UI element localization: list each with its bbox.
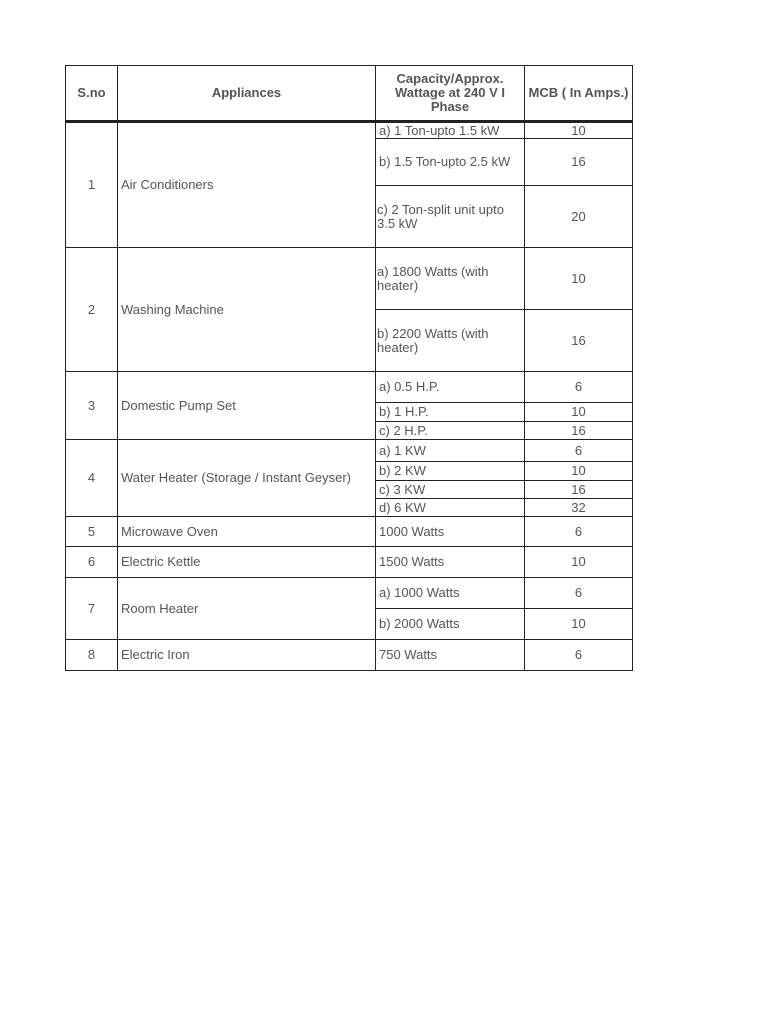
mcb-cell: 6	[525, 640, 633, 671]
sno-cell: 3	[66, 372, 118, 440]
capacity-cell: c) 3 KW	[376, 481, 525, 499]
mcb-cell: 6	[525, 440, 633, 462]
capacity-cell: b) 2000 Watts	[376, 609, 525, 640]
table-row	[66, 122, 633, 139]
appliance-cell: Water Heater (Storage / Instant Geyser)	[118, 440, 376, 517]
capacity-cell: d) 6 KW	[376, 499, 525, 517]
appliance-cell: Electric Iron	[118, 640, 376, 671]
appliance-mcb-table	[65, 65, 633, 671]
capacity-cell: c) 2 H.P.	[376, 422, 525, 440]
table-row	[66, 440, 633, 462]
header-sno: S.no	[66, 66, 118, 122]
sno-cell: 8	[66, 640, 118, 671]
capacity-cell: 750 Watts	[376, 640, 525, 671]
capacity-cell: c) 2 Ton-split unit upto 3.5 kW	[376, 186, 525, 248]
capacity-cell: a) 1 KW	[376, 440, 525, 462]
appliance-cell: Electric Kettle	[118, 547, 376, 578]
capacity-cell: b) 2 KW	[376, 462, 525, 481]
appliance-cell: Domestic Pump Set	[118, 372, 376, 440]
sno-cell: 1	[66, 122, 118, 248]
mcb-cell: 16	[525, 481, 633, 499]
capacity-cell: b) 2200 Watts (with heater)	[376, 310, 525, 372]
table-row	[66, 517, 633, 547]
capacity-cell: a) 1800 Watts (with heater)	[376, 248, 525, 310]
mcb-cell: 16	[525, 422, 633, 440]
mcb-cell: 10	[525, 547, 633, 578]
table-row	[66, 372, 633, 403]
capacity-cell: 1500 Watts	[376, 547, 525, 578]
capacity-cell: a) 1000 Watts	[376, 578, 525, 609]
appliance-cell: Microwave Oven	[118, 517, 376, 547]
mcb-cell: 20	[525, 186, 633, 248]
header-mcb: MCB ( In Amps.)	[525, 66, 633, 122]
mcb-cell: 32	[525, 499, 633, 517]
header-appliances: Appliances	[118, 66, 376, 122]
sno-cell: 6	[66, 547, 118, 578]
appliance-cell: Air Conditioners	[118, 122, 376, 248]
capacity-cell: a) 0.5 H.P.	[376, 372, 525, 403]
capacity-cell: b) 1.5 Ton-upto 2.5 kW	[376, 139, 525, 186]
mcb-cell: 6	[525, 578, 633, 609]
sno-cell: 7	[66, 578, 118, 640]
mcb-cell: 10	[525, 122, 633, 139]
table-row	[66, 640, 633, 671]
mcb-cell: 16	[525, 139, 633, 186]
table-body	[66, 122, 633, 671]
mcb-cell: 10	[525, 462, 633, 481]
table-row	[66, 578, 633, 609]
header-capacity: Capacity/Approx. Wattage at 240 V I Phase	[376, 66, 525, 122]
mcb-cell: 6	[525, 372, 633, 403]
mcb-cell: 10	[525, 248, 633, 310]
capacity-cell: b) 1 H.P.	[376, 403, 525, 422]
appliance-cell: Room Heater	[118, 578, 376, 640]
mcb-cell: 10	[525, 403, 633, 422]
table-row	[66, 547, 633, 578]
mcb-cell: 6	[525, 517, 633, 547]
sno-cell: 2	[66, 248, 118, 372]
appliance-cell: Washing Machine	[118, 248, 376, 372]
mcb-cell: 16	[525, 310, 633, 372]
capacity-cell: a) 1 Ton-upto 1.5 kW	[376, 122, 525, 139]
sno-cell: 4	[66, 440, 118, 517]
capacity-cell: 1000 Watts	[376, 517, 525, 547]
table-row	[66, 248, 633, 310]
header-row	[66, 66, 633, 122]
sno-cell: 5	[66, 517, 118, 547]
mcb-cell: 10	[525, 609, 633, 640]
